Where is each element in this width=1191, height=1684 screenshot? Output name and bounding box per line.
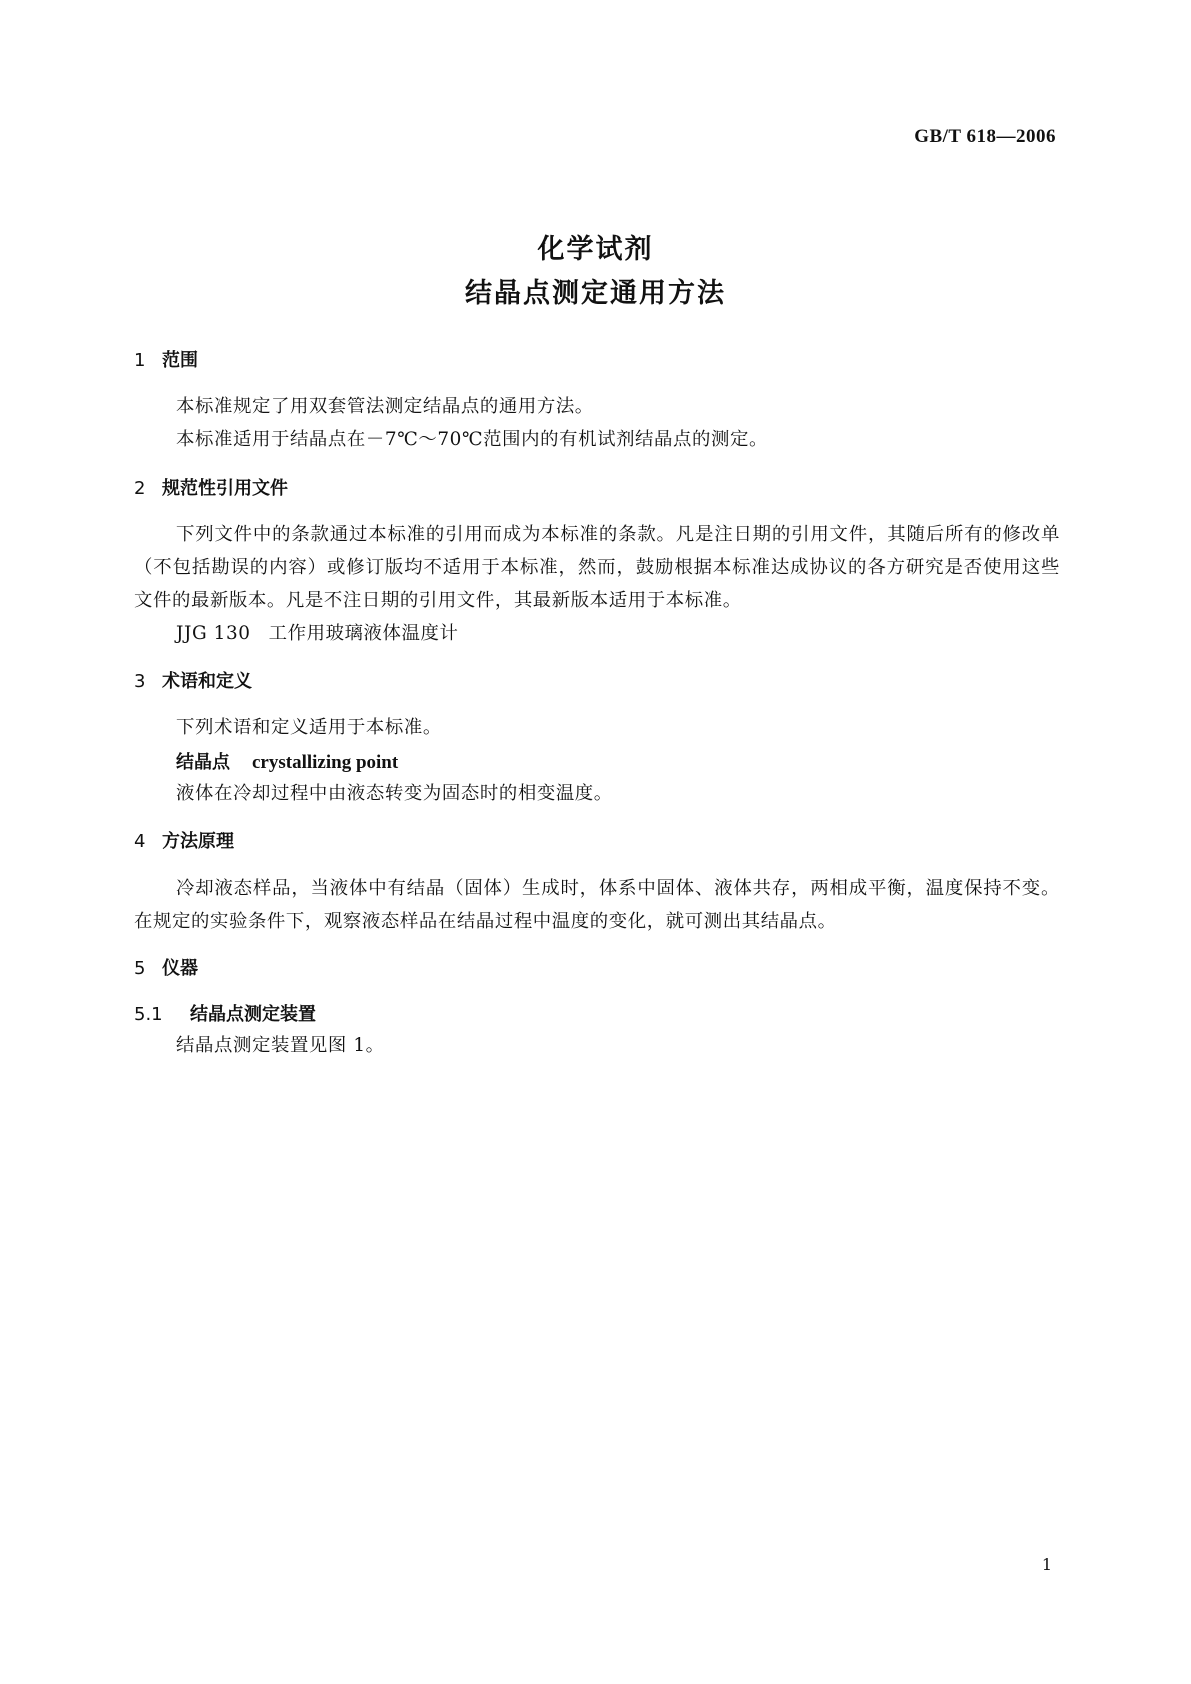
section-3-heading bbox=[134, 667, 252, 693]
section-number: 2 bbox=[134, 478, 146, 499]
section-title: 范围 bbox=[162, 350, 198, 371]
section-5-heading bbox=[134, 954, 198, 980]
section-number: 1 bbox=[134, 350, 146, 371]
term-entry bbox=[176, 748, 398, 774]
section-4-heading bbox=[134, 827, 234, 853]
standard-number: GB/T 618—2006 bbox=[914, 126, 1056, 147]
document-title bbox=[0, 228, 1191, 316]
apparatus-paragraph: 结晶点测定装置见图 1。 bbox=[176, 1035, 385, 1056]
term-chinese: 结晶点 bbox=[176, 752, 230, 773]
reference-code: JJG 130 bbox=[176, 623, 251, 644]
section-1-heading bbox=[134, 346, 198, 372]
section-2-heading bbox=[134, 474, 288, 500]
title-line-1: 化学试剂 bbox=[537, 234, 654, 265]
section-5-1-heading bbox=[134, 1000, 316, 1026]
section-number: 5 bbox=[134, 958, 146, 979]
section-number: 4 bbox=[134, 831, 146, 852]
reference-title: 工作用玻璃液体温度计 bbox=[268, 623, 459, 644]
section-title: 方法原理 bbox=[162, 831, 234, 852]
term-english: crystallizing point bbox=[252, 752, 399, 773]
reference-item bbox=[176, 617, 459, 650]
section-number: 3 bbox=[134, 671, 146, 692]
term-definition: 液体在冷却过程中由液态转变为固态时的相变温度。 bbox=[176, 783, 613, 804]
section-title: 规范性引用文件 bbox=[162, 478, 288, 499]
scope-paragraph-2: 本标准适用于结晶点在－7℃～70℃范围内的有机试剂结晶点的测定。 bbox=[176, 429, 768, 450]
scope-paragraph-1: 本标准规定了用双套管法测定结晶点的通用方法。 bbox=[176, 396, 594, 417]
section-number: 5.1 bbox=[134, 1004, 163, 1025]
principle-paragraph: 冷却液态样品，当液体中有结晶（固体）生成时，体系中固体、液体共存，两相成平衡，温度保持不变。在规定的实验条件下，观察液态样品在结晶过程中温度的变化，就可测出其结晶点。 bbox=[134, 878, 1060, 932]
section-title: 术语和定义 bbox=[162, 671, 252, 692]
section-title: 结晶点测定装置 bbox=[190, 1004, 316, 1025]
page-number: 1 bbox=[1041, 1555, 1052, 1574]
references-paragraph: 下列文件中的条款通过本标准的引用而成为本标准的条款。凡是注日期的引用文件，其随后所有的修改单（不包括勘误的内容）或修订版均不适用于本标准，然而，鼓励根据本标准达成协议的各方研究是否使用这些文件的最新版本。凡是不注日期的引用文件，其最新版本适用于本标准。 bbox=[134, 524, 1060, 611]
section-title: 仪器 bbox=[162, 958, 198, 979]
terms-intro: 下列术语和定义适用于本标准。 bbox=[176, 717, 442, 738]
title-line-2: 结晶点测定通用方法 bbox=[465, 278, 726, 309]
